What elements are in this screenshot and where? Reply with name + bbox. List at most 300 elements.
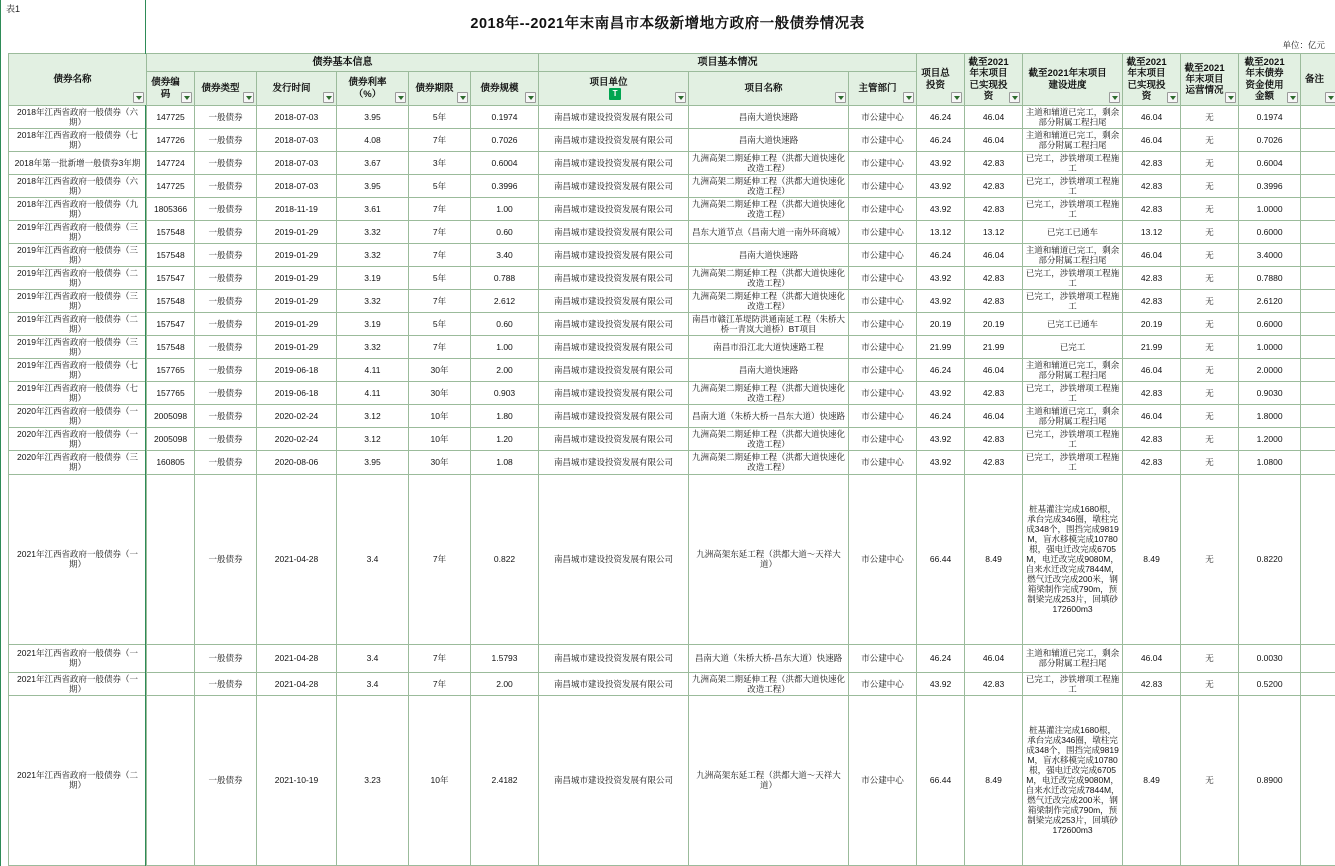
cell-bond-rate[interactable]: 4.11: [337, 359, 409, 382]
col-header-term[interactable]: 债券期限: [409, 72, 471, 106]
cell-project-unit[interactable]: 南昌城市建设投资发展有限公司: [539, 175, 689, 198]
cell-operation[interactable]: 无: [1181, 336, 1239, 359]
cell-progress[interactable]: 已完工，涉铁增项工程施工: [1023, 198, 1123, 221]
cell-realized-invest-2[interactable]: 46.04: [1123, 244, 1181, 267]
cell-bond-name[interactable]: 2019年江西省政府一般债券（三期）: [9, 244, 147, 267]
cell-project-unit[interactable]: 南昌城市建设投资发展有限公司: [539, 313, 689, 336]
cell-bond-type[interactable]: 一般债券: [195, 672, 257, 695]
cell-bond-type[interactable]: 一般债券: [195, 451, 257, 474]
cell-bond-type[interactable]: 一般债券: [195, 244, 257, 267]
cell-dept[interactable]: 市公建中心: [849, 695, 917, 865]
cell-bond-code[interactable]: 157548: [147, 221, 195, 244]
cell-bond-scale[interactable]: 0.3996: [471, 175, 539, 198]
cell-progress[interactable]: 已完工，涉铁增项工程施工: [1023, 175, 1123, 198]
cell-remark[interactable]: [1301, 428, 1335, 451]
cell-bond-scale[interactable]: 0.1974: [471, 106, 539, 129]
col-header-bond-type[interactable]: 债券类型: [195, 72, 257, 106]
cell-bond-term[interactable]: 3年: [409, 152, 471, 175]
cell-project-name[interactable]: 昌南大道（朱桥大桥一昌东大道）快速路: [689, 405, 849, 428]
cell-operation[interactable]: 无: [1181, 267, 1239, 290]
cell-dept[interactable]: 市公建中心: [849, 382, 917, 405]
cell-bond-used[interactable]: 0.7026: [1239, 129, 1301, 152]
cell-bond-scale[interactable]: 3.40: [471, 244, 539, 267]
cell-progress[interactable]: 主道和辅道已完工，剩余部分附属工程扫尾: [1023, 244, 1123, 267]
cell-bond-code[interactable]: 147726: [147, 129, 195, 152]
cell-realized-invest[interactable]: 42.83: [965, 175, 1023, 198]
table-row[interactable]: [9, 405, 1335, 428]
cell-bond-scale[interactable]: 0.822: [471, 474, 539, 644]
filter-dropdown-icon[interactable]: [243, 92, 254, 103]
cell-bond-used[interactable]: 1.0000: [1239, 336, 1301, 359]
table-row[interactable]: [9, 474, 1335, 644]
cell-remark[interactable]: [1301, 198, 1335, 221]
cell-progress[interactable]: 已完工: [1023, 336, 1123, 359]
cell-issue-date[interactable]: 2021-04-28: [257, 644, 337, 672]
col-header-realized-invest-2[interactable]: 截至2021年末项目已实现投资: [1123, 54, 1181, 106]
cell-remark[interactable]: [1301, 359, 1335, 382]
cell-progress[interactable]: 主道和辅道已完工，剩余部分附属工程扫尾: [1023, 405, 1123, 428]
table-row[interactable]: [9, 428, 1335, 451]
filter-dropdown-icon[interactable]: [1167, 92, 1178, 103]
cell-bond-code[interactable]: 157765: [147, 382, 195, 405]
cell-project-unit[interactable]: 南昌城市建设投资发展有限公司: [539, 106, 689, 129]
cell-bond-type[interactable]: 一般债券: [195, 175, 257, 198]
cell-realized-invest-2[interactable]: 21.99: [1123, 336, 1181, 359]
cell-remark[interactable]: [1301, 267, 1335, 290]
cell-total-invest[interactable]: 43.92: [917, 175, 965, 198]
cell-bond-rate[interactable]: 3.32: [337, 244, 409, 267]
cell-bond-term[interactable]: 7年: [409, 290, 471, 313]
cell-bond-used[interactable]: 1.2000: [1239, 428, 1301, 451]
cell-total-invest[interactable]: 46.24: [917, 129, 965, 152]
cell-project-name[interactable]: 九洲高架东延工程（洪都大道～天祥大道）: [689, 695, 849, 865]
cell-issue-date[interactable]: 2018-07-03: [257, 129, 337, 152]
cell-realized-invest[interactable]: 46.04: [965, 405, 1023, 428]
cell-bond-scale[interactable]: 1.00: [471, 336, 539, 359]
cell-total-invest[interactable]: 43.92: [917, 267, 965, 290]
cell-bond-term[interactable]: 7年: [409, 644, 471, 672]
cell-bond-scale[interactable]: 1.20: [471, 428, 539, 451]
cell-bond-scale[interactable]: 1.80: [471, 405, 539, 428]
cell-operation[interactable]: 无: [1181, 405, 1239, 428]
cell-total-invest[interactable]: 43.92: [917, 428, 965, 451]
col-header-total-invest[interactable]: 项目总投资: [917, 54, 965, 106]
cell-realized-invest-2[interactable]: 42.83: [1123, 672, 1181, 695]
filter-dropdown-icon[interactable]: [525, 92, 536, 103]
cell-total-invest[interactable]: 43.92: [917, 672, 965, 695]
cell-bond-scale[interactable]: 1.00: [471, 198, 539, 221]
cell-progress[interactable]: 已完工，涉铁增项工程施工: [1023, 672, 1123, 695]
cell-bond-name[interactable]: 2020年江西省政府一般债券（一期）: [9, 405, 147, 428]
cell-project-unit[interactable]: 南昌城市建设投资发展有限公司: [539, 129, 689, 152]
cell-realized-invest[interactable]: 42.83: [965, 267, 1023, 290]
cell-remark[interactable]: [1301, 451, 1335, 474]
cell-issue-date[interactable]: 2021-04-28: [257, 672, 337, 695]
table-row[interactable]: [9, 267, 1335, 290]
cell-bond-used[interactable]: 0.7880: [1239, 267, 1301, 290]
cell-bond-type[interactable]: 一般债券: [195, 198, 257, 221]
table-row[interactable]: [9, 313, 1335, 336]
cell-operation[interactable]: 无: [1181, 313, 1239, 336]
cell-remark[interactable]: [1301, 474, 1335, 644]
filter-dropdown-icon[interactable]: [675, 92, 686, 103]
cell-realized-invest-2[interactable]: 13.12: [1123, 221, 1181, 244]
cell-project-name[interactable]: 昌南大道快速路: [689, 359, 849, 382]
col-header-issue-date[interactable]: 发行时间: [257, 72, 337, 106]
cell-project-unit[interactable]: 南昌城市建设投资发展有限公司: [539, 244, 689, 267]
col-header-scale[interactable]: 债券规模: [471, 72, 539, 106]
cell-operation[interactable]: 无: [1181, 382, 1239, 405]
col-header-bond-used[interactable]: 截至2021年末债券资金使用金额: [1239, 54, 1301, 106]
cell-operation[interactable]: 无: [1181, 428, 1239, 451]
cell-remark[interactable]: [1301, 405, 1335, 428]
cell-bond-code[interactable]: [147, 672, 195, 695]
cell-bond-used[interactable]: 0.6000: [1239, 313, 1301, 336]
cell-bond-name[interactable]: 2018年江西省政府一般债券（六期）: [9, 175, 147, 198]
cell-total-invest[interactable]: 43.92: [917, 152, 965, 175]
cell-realized-invest[interactable]: 42.83: [965, 382, 1023, 405]
cell-bond-rate[interactable]: 3.19: [337, 313, 409, 336]
filter-dropdown-icon[interactable]: [903, 92, 914, 103]
cell-issue-date[interactable]: 2020-02-24: [257, 428, 337, 451]
cell-bond-rate[interactable]: 4.11: [337, 382, 409, 405]
filter-dropdown-icon[interactable]: [835, 92, 846, 103]
cell-issue-date[interactable]: 2018-11-19: [257, 198, 337, 221]
cell-bond-name[interactable]: 2018年江西省政府一般债券（七期）: [9, 129, 147, 152]
cell-bond-scale[interactable]: 0.60: [471, 313, 539, 336]
cell-realized-invest-2[interactable]: 46.04: [1123, 405, 1181, 428]
cell-bond-type[interactable]: 一般债券: [195, 313, 257, 336]
cell-bond-name[interactable]: 2021年江西省政府一般债券（二期）: [9, 695, 147, 865]
cell-bond-term[interactable]: 7年: [409, 198, 471, 221]
table-row[interactable]: [9, 336, 1335, 359]
filter-dropdown-icon[interactable]: [1109, 92, 1120, 103]
cell-bond-code[interactable]: 160805: [147, 451, 195, 474]
cell-total-invest[interactable]: 43.92: [917, 382, 965, 405]
cell-realized-invest[interactable]: 13.12: [965, 221, 1023, 244]
cell-bond-term[interactable]: 30年: [409, 382, 471, 405]
cell-issue-date[interactable]: 2018-07-03: [257, 152, 337, 175]
cell-issue-date[interactable]: 2021-10-19: [257, 695, 337, 865]
cell-dept[interactable]: 市公建中心: [849, 405, 917, 428]
cell-bond-used[interactable]: 2.0000: [1239, 359, 1301, 382]
cell-progress[interactable]: 桩基灌注完成1680根，承台完成346圈，墩柱完成348个，围挡完成9819M，盲水移模完成10780根，强电迁改完成6705M，电迁改完成9080M，自来水迁改完成7844M，燃气迁改完成200米，钢箱梁制作完成790m，预制梁完成253片，回填砂172600m3: [1023, 695, 1123, 865]
cell-bond-scale[interactable]: 0.7026: [471, 129, 539, 152]
cell-issue-date[interactable]: 2019-01-29: [257, 290, 337, 313]
cell-bond-term[interactable]: 7年: [409, 244, 471, 267]
cell-issue-date[interactable]: 2019-06-18: [257, 382, 337, 405]
cell-bond-type[interactable]: 一般债券: [195, 382, 257, 405]
cell-bond-name[interactable]: 2019年江西省政府一般债券（七期）: [9, 359, 147, 382]
cell-realized-invest-2[interactable]: 42.83: [1123, 382, 1181, 405]
cell-bond-name[interactable]: 2021年江西省政府一般债券（一期）: [9, 672, 147, 695]
cell-realized-invest-2[interactable]: 42.83: [1123, 152, 1181, 175]
cell-project-name[interactable]: 昌南大道快速路: [689, 129, 849, 152]
cell-project-name[interactable]: 九洲高架东延工程（洪都大道～天祥大道）: [689, 474, 849, 644]
cell-bond-type[interactable]: 一般债券: [195, 290, 257, 313]
cell-bond-term[interactable]: 5年: [409, 175, 471, 198]
cell-bond-term[interactable]: 5年: [409, 313, 471, 336]
cell-project-name[interactable]: 九洲高架二期延伸工程（洪都大道快速化改造工程）: [689, 451, 849, 474]
cell-project-unit[interactable]: 南昌城市建设投资发展有限公司: [539, 405, 689, 428]
cell-remark[interactable]: [1301, 106, 1335, 129]
cell-realized-invest[interactable]: 42.83: [965, 198, 1023, 221]
cell-bond-term[interactable]: 10年: [409, 428, 471, 451]
cell-total-invest[interactable]: 46.24: [917, 359, 965, 382]
cell-bond-scale[interactable]: 1.5793: [471, 644, 539, 672]
cell-dept[interactable]: 市公建中心: [849, 451, 917, 474]
cell-realized-invest[interactable]: 42.83: [965, 451, 1023, 474]
cell-project-unit[interactable]: 南昌城市建设投资发展有限公司: [539, 267, 689, 290]
table-row[interactable]: [9, 244, 1335, 267]
cell-project-unit[interactable]: 南昌城市建设投资发展有限公司: [539, 428, 689, 451]
cell-dept[interactable]: 市公建中心: [849, 244, 917, 267]
cell-bond-rate[interactable]: 3.61: [337, 198, 409, 221]
cell-bond-name[interactable]: 2019年江西省政府一般债券（三期）: [9, 336, 147, 359]
cell-operation[interactable]: 无: [1181, 290, 1239, 313]
cell-bond-type[interactable]: 一般债券: [195, 106, 257, 129]
cell-dept[interactable]: 市公建中心: [849, 474, 917, 644]
cell-bond-used[interactable]: 1.0800: [1239, 451, 1301, 474]
cell-bond-rate[interactable]: 3.4: [337, 644, 409, 672]
cell-bond-term[interactable]: 5年: [409, 106, 471, 129]
cell-operation[interactable]: 无: [1181, 152, 1239, 175]
cell-dept[interactable]: 市公建中心: [849, 336, 917, 359]
cell-remark[interactable]: [1301, 152, 1335, 175]
cell-dept[interactable]: 市公建中心: [849, 106, 917, 129]
cell-bond-type[interactable]: 一般债券: [195, 359, 257, 382]
cell-bond-used[interactable]: 0.9030: [1239, 382, 1301, 405]
cell-bond-rate[interactable]: 3.12: [337, 428, 409, 451]
cell-project-name[interactable]: 南昌市沿江北大道快速路工程: [689, 336, 849, 359]
cell-total-invest[interactable]: 46.24: [917, 644, 965, 672]
cell-bond-code[interactable]: 2005098: [147, 428, 195, 451]
cell-bond-rate[interactable]: 4.08: [337, 129, 409, 152]
cell-operation[interactable]: 无: [1181, 644, 1239, 672]
cell-operation[interactable]: 无: [1181, 175, 1239, 198]
col-header-project-unit[interactable]: 项目单位 T: [539, 72, 689, 106]
cell-progress[interactable]: 主道和辅道已完工，剩余部分附属工程扫尾: [1023, 644, 1123, 672]
cell-progress[interactable]: 桩基灌注完成1680根，承台完成346圈，墩柱完成348个，围挡完成9819M，盲水移模完成10780根，强电迁改完成6705M，电迁改完成9080M，自来水迁改完成7844M，燃气迁改完成200米，钢箱梁制作完成790m，预制梁完成253片，回填砂172600m3: [1023, 474, 1123, 644]
cell-bond-term[interactable]: 7年: [409, 474, 471, 644]
cell-realized-invest[interactable]: 46.04: [965, 129, 1023, 152]
cell-project-unit[interactable]: 南昌城市建设投资发展有限公司: [539, 152, 689, 175]
cell-issue-date[interactable]: 2019-01-29: [257, 244, 337, 267]
cell-dept[interactable]: 市公建中心: [849, 290, 917, 313]
cell-bond-type[interactable]: 一般债券: [195, 695, 257, 865]
cell-realized-invest-2[interactable]: 42.83: [1123, 175, 1181, 198]
cell-remark[interactable]: [1301, 672, 1335, 695]
cell-operation[interactable]: 无: [1181, 129, 1239, 152]
cell-remark[interactable]: [1301, 221, 1335, 244]
cell-total-invest[interactable]: 43.92: [917, 198, 965, 221]
cell-project-name[interactable]: 昌南大道快速路: [689, 106, 849, 129]
cell-bond-code[interactable]: 147725: [147, 175, 195, 198]
cell-bond-code[interactable]: 2005098: [147, 405, 195, 428]
cell-bond-type[interactable]: 一般债券: [195, 644, 257, 672]
cell-bond-term[interactable]: 30年: [409, 451, 471, 474]
cell-bond-name[interactable]: 2018年江西省政府一般债券（六期）: [9, 106, 147, 129]
filter-dropdown-icon[interactable]: [133, 92, 144, 103]
cell-bond-type[interactable]: 一般债券: [195, 428, 257, 451]
table-row[interactable]: [9, 695, 1335, 865]
table-row[interactable]: [9, 382, 1335, 405]
cell-project-name[interactable]: 九洲高架二期延伸工程（洪都大道快速化改造工程）: [689, 290, 849, 313]
cell-progress[interactable]: 已完工，涉铁增项工程施工: [1023, 451, 1123, 474]
cell-progress[interactable]: 已完工，涉铁增项工程施工: [1023, 382, 1123, 405]
cell-project-name[interactable]: 九洲高架二期延伸工程（洪都大道快速化改造工程）: [689, 382, 849, 405]
cell-bond-term[interactable]: 10年: [409, 695, 471, 865]
table-row[interactable]: [9, 290, 1335, 313]
cell-total-invest[interactable]: 66.44: [917, 474, 965, 644]
cell-bond-code[interactable]: 157765: [147, 359, 195, 382]
cell-bond-rate[interactable]: 3.95: [337, 106, 409, 129]
col-header-bond-code[interactable]: 债券编码: [147, 72, 195, 106]
cell-bond-rate[interactable]: 3.32: [337, 221, 409, 244]
cell-bond-rate[interactable]: 3.4: [337, 672, 409, 695]
cell-bond-name[interactable]: 2020年江西省政府一般债券（一期）: [9, 428, 147, 451]
filter-dropdown-icon[interactable]: [1009, 92, 1020, 103]
table-row[interactable]: [9, 221, 1335, 244]
cell-total-invest[interactable]: 66.44: [917, 695, 965, 865]
cell-issue-date[interactable]: 2019-01-29: [257, 267, 337, 290]
filter-dropdown-icon[interactable]: [395, 92, 406, 103]
cell-bond-term[interactable]: 5年: [409, 267, 471, 290]
cell-total-invest[interactable]: 46.24: [917, 106, 965, 129]
cell-bond-type[interactable]: 一般债券: [195, 405, 257, 428]
cell-dept[interactable]: 市公建中心: [849, 359, 917, 382]
cell-bond-name[interactable]: 2021年江西省政府一般债券（一期）: [9, 644, 147, 672]
cell-remark[interactable]: [1301, 695, 1335, 865]
cell-project-unit[interactable]: 南昌城市建设投资发展有限公司: [539, 221, 689, 244]
cell-operation[interactable]: 无: [1181, 244, 1239, 267]
cell-bond-code[interactable]: 147725: [147, 106, 195, 129]
cell-bond-used[interactable]: 2.6120: [1239, 290, 1301, 313]
cell-total-invest[interactable]: 13.12: [917, 221, 965, 244]
cell-bond-rate[interactable]: 3.95: [337, 451, 409, 474]
cell-project-name[interactable]: 九洲高架二期延伸工程（洪都大道快速化改造工程）: [689, 175, 849, 198]
cell-issue-date[interactable]: 2019-01-29: [257, 336, 337, 359]
cell-issue-date[interactable]: 2018-07-03: [257, 175, 337, 198]
cell-remark[interactable]: [1301, 244, 1335, 267]
cell-project-unit[interactable]: 南昌城市建设投资发展有限公司: [539, 474, 689, 644]
cell-dept[interactable]: 市公建中心: [849, 198, 917, 221]
table-row[interactable]: [9, 644, 1335, 672]
cell-bond-code[interactable]: 157547: [147, 313, 195, 336]
cell-bond-rate[interactable]: 3.32: [337, 290, 409, 313]
table-row[interactable]: [9, 129, 1335, 152]
cell-bond-code[interactable]: 147724: [147, 152, 195, 175]
cell-remark[interactable]: [1301, 313, 1335, 336]
cell-bond-term[interactable]: 10年: [409, 405, 471, 428]
cell-bond-rate[interactable]: 3.19: [337, 267, 409, 290]
cell-project-name[interactable]: 九洲高架二期延伸工程（洪都大道快速化改造工程）: [689, 267, 849, 290]
cell-dept[interactable]: 市公建中心: [849, 672, 917, 695]
cell-realized-invest-2[interactable]: 42.83: [1123, 267, 1181, 290]
cell-bond-code[interactable]: [147, 644, 195, 672]
table-row[interactable]: [9, 451, 1335, 474]
cell-bond-scale[interactable]: 0.903: [471, 382, 539, 405]
cell-project-unit[interactable]: 南昌城市建设投资发展有限公司: [539, 382, 689, 405]
cell-realized-invest-2[interactable]: 42.83: [1123, 198, 1181, 221]
cell-realized-invest[interactable]: 42.83: [965, 672, 1023, 695]
cell-realized-invest[interactable]: 8.49: [965, 474, 1023, 644]
cell-bond-used[interactable]: 0.3996: [1239, 175, 1301, 198]
cell-bond-scale[interactable]: 2.00: [471, 672, 539, 695]
cell-bond-code[interactable]: 157548: [147, 336, 195, 359]
cell-bond-type[interactable]: 一般债券: [195, 474, 257, 644]
filter-dropdown-icon[interactable]: [951, 92, 962, 103]
cell-progress[interactable]: 已完工，涉铁增项工程施工: [1023, 152, 1123, 175]
col-header-operation[interactable]: 截至2021年末项目运营情况: [1181, 54, 1239, 106]
cell-progress[interactable]: 已完工，涉铁增项工程施工: [1023, 290, 1123, 313]
cell-bond-code[interactable]: [147, 474, 195, 644]
cell-operation[interactable]: 无: [1181, 451, 1239, 474]
cell-project-unit[interactable]: 南昌城市建设投资发展有限公司: [539, 290, 689, 313]
cell-bond-name[interactable]: 2019年江西省政府一般债券（二期）: [9, 313, 147, 336]
cell-operation[interactable]: 无: [1181, 198, 1239, 221]
cell-realized-invest-2[interactable]: 46.04: [1123, 644, 1181, 672]
cell-bond-code[interactable]: 157548: [147, 244, 195, 267]
cell-total-invest[interactable]: 46.24: [917, 244, 965, 267]
cell-dept[interactable]: 市公建中心: [849, 221, 917, 244]
cell-remark[interactable]: [1301, 382, 1335, 405]
cell-bond-name[interactable]: 2018年第一批新增一般债券3年期: [9, 152, 147, 175]
cell-issue-date[interactable]: 2019-01-29: [257, 221, 337, 244]
cell-bond-type[interactable]: 一般债券: [195, 221, 257, 244]
cell-project-name[interactable]: 昌东大道节点（昌南大道一南外环商城）: [689, 221, 849, 244]
cell-issue-date[interactable]: 2019-01-29: [257, 313, 337, 336]
cell-bond-rate[interactable]: 3.23: [337, 695, 409, 865]
cell-remark[interactable]: [1301, 290, 1335, 313]
filter-dropdown-icon[interactable]: [1325, 92, 1335, 103]
cell-realized-invest[interactable]: 42.83: [965, 152, 1023, 175]
cell-bond-used[interactable]: 0.6000: [1239, 221, 1301, 244]
cell-bond-rate[interactable]: 3.4: [337, 474, 409, 644]
cell-dept[interactable]: 市公建中心: [849, 152, 917, 175]
cell-bond-name[interactable]: 2018年江西省政府一般债券（九期）: [9, 198, 147, 221]
cell-realized-invest-2[interactable]: 42.83: [1123, 290, 1181, 313]
cell-total-invest[interactable]: 21.99: [917, 336, 965, 359]
cell-project-name[interactable]: 昌南大道快速路: [689, 244, 849, 267]
cell-bond-rate[interactable]: 3.32: [337, 336, 409, 359]
cell-issue-date[interactable]: 2020-02-24: [257, 405, 337, 428]
table-row[interactable]: [9, 106, 1335, 129]
cell-operation[interactable]: 无: [1181, 695, 1239, 865]
cell-remark[interactable]: [1301, 644, 1335, 672]
cell-project-name[interactable]: 昌南大道（朱桥大桥-昌东大道）快速路: [689, 644, 849, 672]
cell-realized-invest-2[interactable]: 20.19: [1123, 313, 1181, 336]
cell-bond-used[interactable]: 0.1974: [1239, 106, 1301, 129]
cell-bond-scale[interactable]: 0.788: [471, 267, 539, 290]
cell-bond-used[interactable]: 0.8220: [1239, 474, 1301, 644]
cell-project-name[interactable]: 九洲高架二期延伸工程（洪都大道快速化改造工程）: [689, 198, 849, 221]
cell-realized-invest-2[interactable]: 42.83: [1123, 428, 1181, 451]
cell-bond-used[interactable]: 0.5200: [1239, 672, 1301, 695]
cell-bond-name[interactable]: 2019年江西省政府一般债券（二期）: [9, 267, 147, 290]
cell-project-name[interactable]: 九洲高架二期延伸工程（洪都大道快速化改造工程）: [689, 428, 849, 451]
col-header-project-name[interactable]: 项目名称: [689, 72, 849, 106]
cell-bond-code[interactable]: [147, 695, 195, 865]
filter-dropdown-icon[interactable]: [1287, 92, 1298, 103]
cell-bond-term[interactable]: 30年: [409, 359, 471, 382]
table-row[interactable]: [9, 672, 1335, 695]
cell-total-invest[interactable]: 46.24: [917, 405, 965, 428]
cell-realized-invest[interactable]: 46.04: [965, 244, 1023, 267]
filter-dropdown-icon[interactable]: [181, 92, 192, 103]
cell-bond-used[interactable]: 0.8900: [1239, 695, 1301, 865]
cell-bond-scale[interactable]: 2.00: [471, 359, 539, 382]
